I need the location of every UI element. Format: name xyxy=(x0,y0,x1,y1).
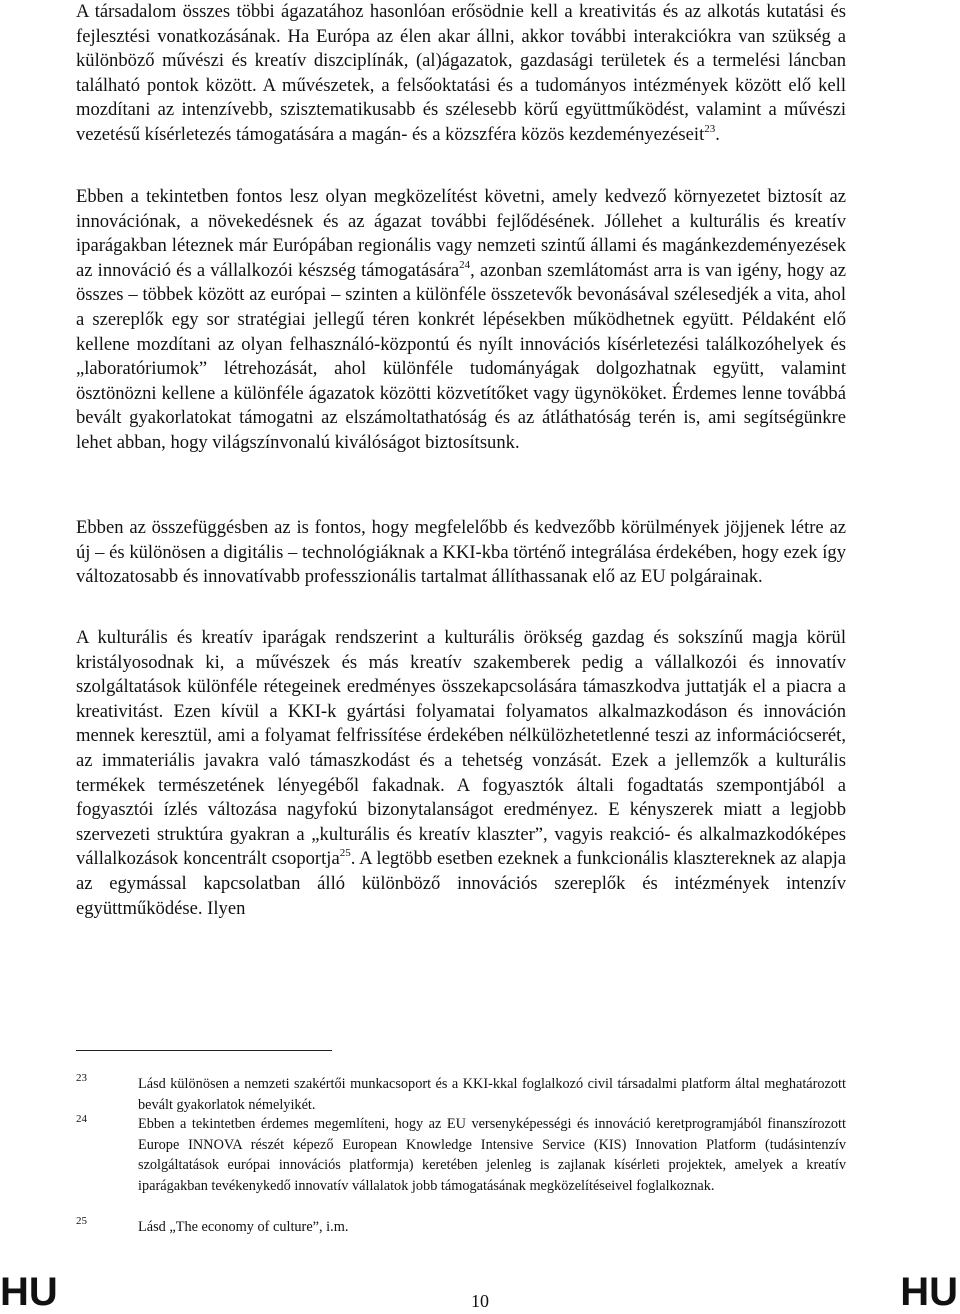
footnote-25-number: 25 xyxy=(76,1215,87,1227)
paragraph-2-text-a: Ebben a tekintetben fontos lesz olyan megközelítést követni, amely kedvező környezetet biztosít az innovációnak, a növekedésnek és az ágazat további fejlődésének. Jóllehet a kulturális és kreatív iparágakban léteznek már Európában regionális vagy nemzeti szintű állami és magánkezdeményezések az innováció és a vállalkozói készség támogatására xyxy=(76,186,846,281)
footnote-23-number: 23 xyxy=(76,1072,87,1084)
footnote-23-text: Lásd különösen a nemzeti szakértői munkacsoport és a KKI-kkal foglalkozó civil társadalmi platform által meghatározott bevált gyakorlatok némelyikét. xyxy=(138,1076,846,1113)
paragraph-1-end: . xyxy=(715,123,720,145)
language-code-right: HU xyxy=(900,1270,958,1314)
footnote-25-text: Lásd „The economy of culture”, i.m. xyxy=(138,1219,349,1235)
paragraph-4-text-a: A kulturális és kreatív iparágak rendszerint a kulturális örökség gazdag és sokszínű magja körül kristályosodnak ki, a művészek és más kreatív szakemberek pedig a vállalkozói és innovatív szolgáltatások különféle rétegeinek eredményes összekapcsolására támaszkodva juttatják el a piacra a kreativitást. Ezen kívül a KKI-k gyártási folyamatai folyamatos alkalmazkodáson és innováción mennek keresztül, ami a folyamat felfrissítése érdekében nélkülözhetetlenné teszi az információcserét, az immateriális javakra való támaszkodást és a tehetség vonzását. Ezek a jellemzők a kulturális termékek természetének lényegéből fakadnak. A fogyasztók általi fogadtatás szempontjából a fogyasztói ízlés változása nagyfokú bizonytalanságot eredményez. E kényszerek miatt a legjobb szervezeti struktúra gyakran a „kulturális és kreatív klaszter”, vagyis reakció- és alkalmazkodóképes vállalkozások koncentrált csoportja xyxy=(76,627,846,870)
footnote-24-number: 24 xyxy=(76,1113,87,1125)
paragraph-3 xyxy=(76,516,846,590)
page-number: 10 xyxy=(471,1291,489,1311)
footnote-ref-23[interactable]: 23 xyxy=(704,122,716,135)
paragraph-2 xyxy=(76,185,846,456)
paragraph-3-text: Ebben az összefüggésben az is fontos, hogy megfelelőbb és kedvezőbb körülmények jöjjenek létre az új – és különösen a digitális – technológiáknak a KKI-kba történő integrálása érdekében, hogy ezek így változatosabb és innovatívabb professzionális tartalmat állíthassanak elő az EU polgárainak. xyxy=(76,517,846,588)
footnote-ref-25[interactable]: 25 xyxy=(339,847,351,860)
paragraph-1-text: A társadalom összes többi ágazatához hasonlóan erősödnie kell a kreativitás és az alkotás kutatási és fejlesztési vonatkozásának. Ha Európa az élen akar állni, akkor további interakciókra van szükség a különböző művészi és kreatív diszciplínák, (al)ágazatok, gazdasági területek és a termelési láncban található pontok között. A művészetek, a felsőoktatási és a tudományos intézmények között elő kell mozdítani az intenzívebb, szisztematikusabb és szélesebb körű együttműködést, valamint a művészi vezetésű kísérletezés támogatására a magán- és a közszféra közös kezdeményezéseit xyxy=(76,1,846,145)
paragraph-2-text-b: , azonban szemlátomást arra is van igény, hogy az összes – többek között az európai – szinten a különféle összetevők bevonásával szélesedjék a vita, ahol a szereplők egy sor stratégiai jellegű téren konkrét lépésekben működhetnek együtt. Példaként elő kellene mozdítani az olyan felhasználó-központú és nyílt innovációs kísérletezési találkozóhelyek és „laboratóriumok” létrehozását, ahol különféle tudományágak dolgozhatnak együtt, valamint ösztönözni kellene a különféle ágazatok közötti közvetítőket vagy ügynököket. Érdemes lenne továbbá bevált gyakorlatokat támogatni az elszámoltathatóság és az átláthatóság terén is, ami segítségünkre lehet abban, hogy világszínvonalú kiválóságot biztosítsunk. xyxy=(76,259,846,453)
paragraph-4 xyxy=(76,626,846,921)
footnote-ref-24[interactable]: 24 xyxy=(459,258,471,271)
footnote-24-text: Ebben a tekintetben érdemes megemlíteni, hogy az EU versenyképességi és innováció keretprogramjából finanszírozott Europe INNOVA részét képező European Knowledge Intensive Service (KIS) Innovation Platform (tudásintenzív szolgáltatások európai innovációs platformja) keretében jelenleg is zajlanak kísérleti projektek, amelyek a kreatív iparágakban tevékenykedő innovatív vállalatok jobb támogatásának megközelítéseivel foglalkoznak. xyxy=(138,1116,846,1195)
footnote-separator xyxy=(76,1050,332,1051)
paragraph-4-text-b: . A legtöbb esetben ezeknek a funkcionális klasztereknek az alapja az egymással kapcsolatban álló különböző innovációs szereplők és intézmények intenzív együttműködése. Ilyen xyxy=(76,848,846,919)
paragraph-1 xyxy=(76,0,846,148)
language-code-left: HU xyxy=(0,1270,58,1314)
